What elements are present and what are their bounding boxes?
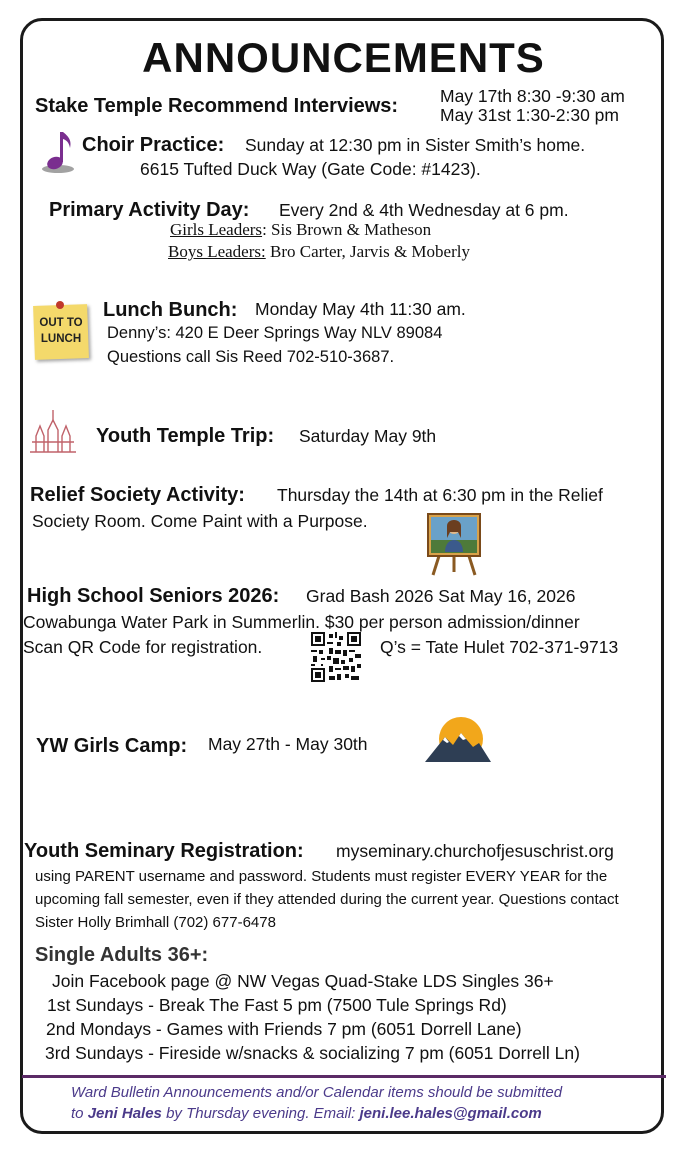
- lunch-address: Denny’s: 420 E Deer Springs Way NLV 89084: [107, 324, 443, 342]
- choir-address: 6615 Tufted Duck Way (Gate Code: #1423).: [140, 159, 481, 179]
- relief-society-heading: Relief Society Activity:: [30, 484, 245, 506]
- footer-divider: [22, 1075, 666, 1078]
- primary-boys-leaders: Boys Leaders: Bro Carter, Jarvis & Moberly: [168, 242, 470, 261]
- girls-camp-heading: YW Girls Camp:: [36, 735, 188, 757]
- youth-temple-date: Saturday May 9th: [299, 426, 437, 446]
- footer-line-1: Ward Bulletin Announcements and/or Calendar items should be submitted: [71, 1084, 563, 1101]
- seniors-contact: Q’s = Tate Hulet 702-371-9713: [380, 637, 619, 657]
- single-adults-item-3: 3rd Sundays - Fireside w/snacks & socializing 7 pm (6051 Dorrell Ln): [45, 1043, 580, 1063]
- mountain-sunrise-icon: [425, 715, 491, 763]
- primary-girls-leaders: Girls Leaders: Sis Brown & Matheson: [170, 220, 432, 239]
- single-adults-facebook: Join Facebook page @ NW Vegas Quad-Stake LDS Singles 36+: [52, 971, 554, 991]
- choir-time: Sunday at 12:30 pm in Sister Smith’s home.: [245, 135, 586, 155]
- temple-recommend-heading: Stake Temple Recommend Interviews:: [35, 95, 399, 117]
- single-adults-item-2: 2nd Mondays - Games with Friends 7 pm (6051 Dorrell Lane): [46, 1019, 522, 1039]
- temple-icon: [28, 408, 78, 456]
- qr-code-icon[interactable]: [311, 632, 361, 682]
- seminary-details-2: upcoming fall semester, even if they attended during the current year. Questions contact: [35, 891, 619, 908]
- lunch-time: Monday May 4th 11:30 am.: [255, 299, 466, 319]
- seniors-event: Grad Bash 2026 Sat May 16, 2026: [306, 586, 576, 606]
- seniors-heading: High School Seniors 2026:: [27, 585, 280, 607]
- seminary-details-1: using PARENT username and password. Students must register EVERY YEAR for the: [35, 868, 608, 885]
- footer-line-2: to Jeni Hales by Thursday evening. Email: jeni.lee.hales@gmail.com: [71, 1105, 542, 1122]
- single-adults-heading: Single Adults 36+:: [35, 944, 209, 966]
- temple-recommend-date-1: May 17th 8:30 -9:30 am: [440, 86, 625, 106]
- girls-camp-dates: May 27th - May 30th: [208, 734, 368, 754]
- page-title: ANNOUNCEMENTS: [142, 34, 545, 81]
- seniors-location: Cowabunga Water Park in Summerlin. $30 per person admission/dinner: [23, 612, 580, 632]
- relief-society-time: Thursday the 14th at 6:30 pm in the Relief: [277, 485, 603, 505]
- primary-heading: Primary Activity Day:: [49, 199, 250, 221]
- temple-recommend-date-2: May 31st 1:30-2:30 pm: [440, 105, 619, 125]
- out-to-lunch-note-icon: OUT TO LUNCH: [30, 301, 90, 361]
- seminary-website[interactable]: myseminary.churchofjesuschrist.org: [336, 841, 614, 861]
- relief-society-details: Society Room. Come Paint with a Purpose.: [32, 511, 368, 531]
- primary-time: Every 2nd & 4th Wednesday at 6 pm.: [279, 200, 569, 220]
- seminary-heading: Youth Seminary Registration:: [24, 840, 304, 862]
- lunch-heading: Lunch Bunch:: [103, 299, 238, 321]
- choir-heading: Choir Practice:: [82, 134, 225, 156]
- footer-email-link[interactable]: jeni.lee.hales@gmail.com: [359, 1105, 542, 1122]
- single-adults-item-1: 1st Sundays - Break The Fast 5 pm (7500 Tule Springs Rd): [47, 995, 507, 1015]
- seminary-contact: Sister Holly Brimhall (702) 677-6478: [35, 914, 276, 931]
- footer-contact-name: Jeni Hales: [87, 1105, 162, 1122]
- seniors-registration: Scan QR Code for registration.: [23, 637, 263, 657]
- music-note-icon: [40, 128, 76, 176]
- easel-painting-icon: [425, 512, 483, 576]
- lunch-contact: Questions call Sis Reed 702-510-3687.: [107, 348, 395, 366]
- youth-temple-heading: Youth Temple Trip:: [96, 425, 275, 447]
